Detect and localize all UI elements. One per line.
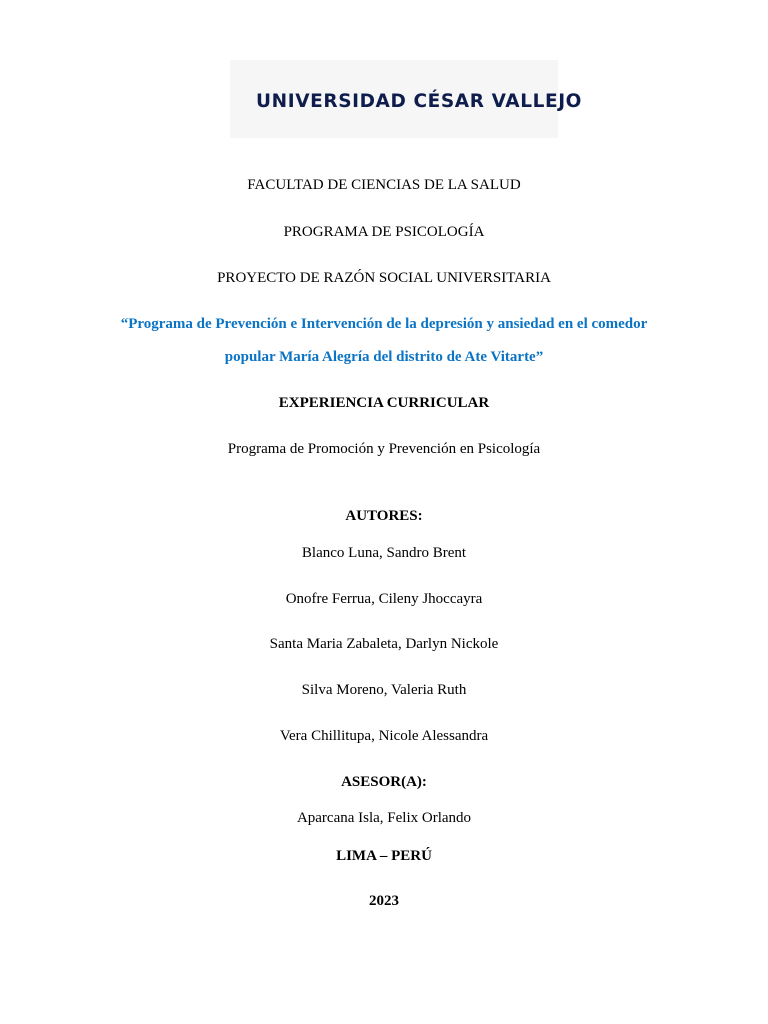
- logo-text: UNIVERSIDAD CÉSAR VALLEJO: [256, 90, 583, 112]
- project-title-line-1: “Programa de Prevención e Intervención de la depresión y ansiedad en el comedor: [120, 316, 648, 332]
- authors-heading: AUTORES:: [345, 508, 423, 524]
- curricular-heading: EXPERIENCIA CURRICULAR: [278, 395, 490, 411]
- project-title-line-2: popular María Alegría del distrito de Ate Vitarte”: [224, 349, 544, 365]
- university-logo: [230, 60, 583, 138]
- advisor-name: Aparcana Isla, Felix Orlando: [296, 810, 472, 826]
- program-name: PROGRAMA DE PSICOLOGÍA: [283, 224, 485, 240]
- project-type: PROYECTO DE RAZÓN SOCIAL UNIVERSITARIA: [217, 270, 551, 286]
- author-name: Vera Chillitupa, Nicole Alessandra: [279, 728, 489, 744]
- year: 2023: [369, 893, 399, 909]
- author-name: Onofre Ferrua, Cileny Jhoccayra: [285, 591, 483, 607]
- author-name: Santa Maria Zabaleta, Darlyn Nickole: [269, 636, 499, 652]
- faculty-name: FACULTAD DE CIENCIAS DE LA SALUD: [247, 177, 521, 193]
- curricular-name: Programa de Promoción y Prevención en Psicología: [227, 441, 541, 457]
- author-name: Silva Moreno, Valeria Ruth: [301, 682, 467, 698]
- author-name: Blanco Luna, Sandro Brent: [301, 545, 467, 561]
- advisor-heading: ASESOR(A):: [341, 774, 427, 790]
- place: LIMA – PERÚ: [336, 848, 432, 864]
